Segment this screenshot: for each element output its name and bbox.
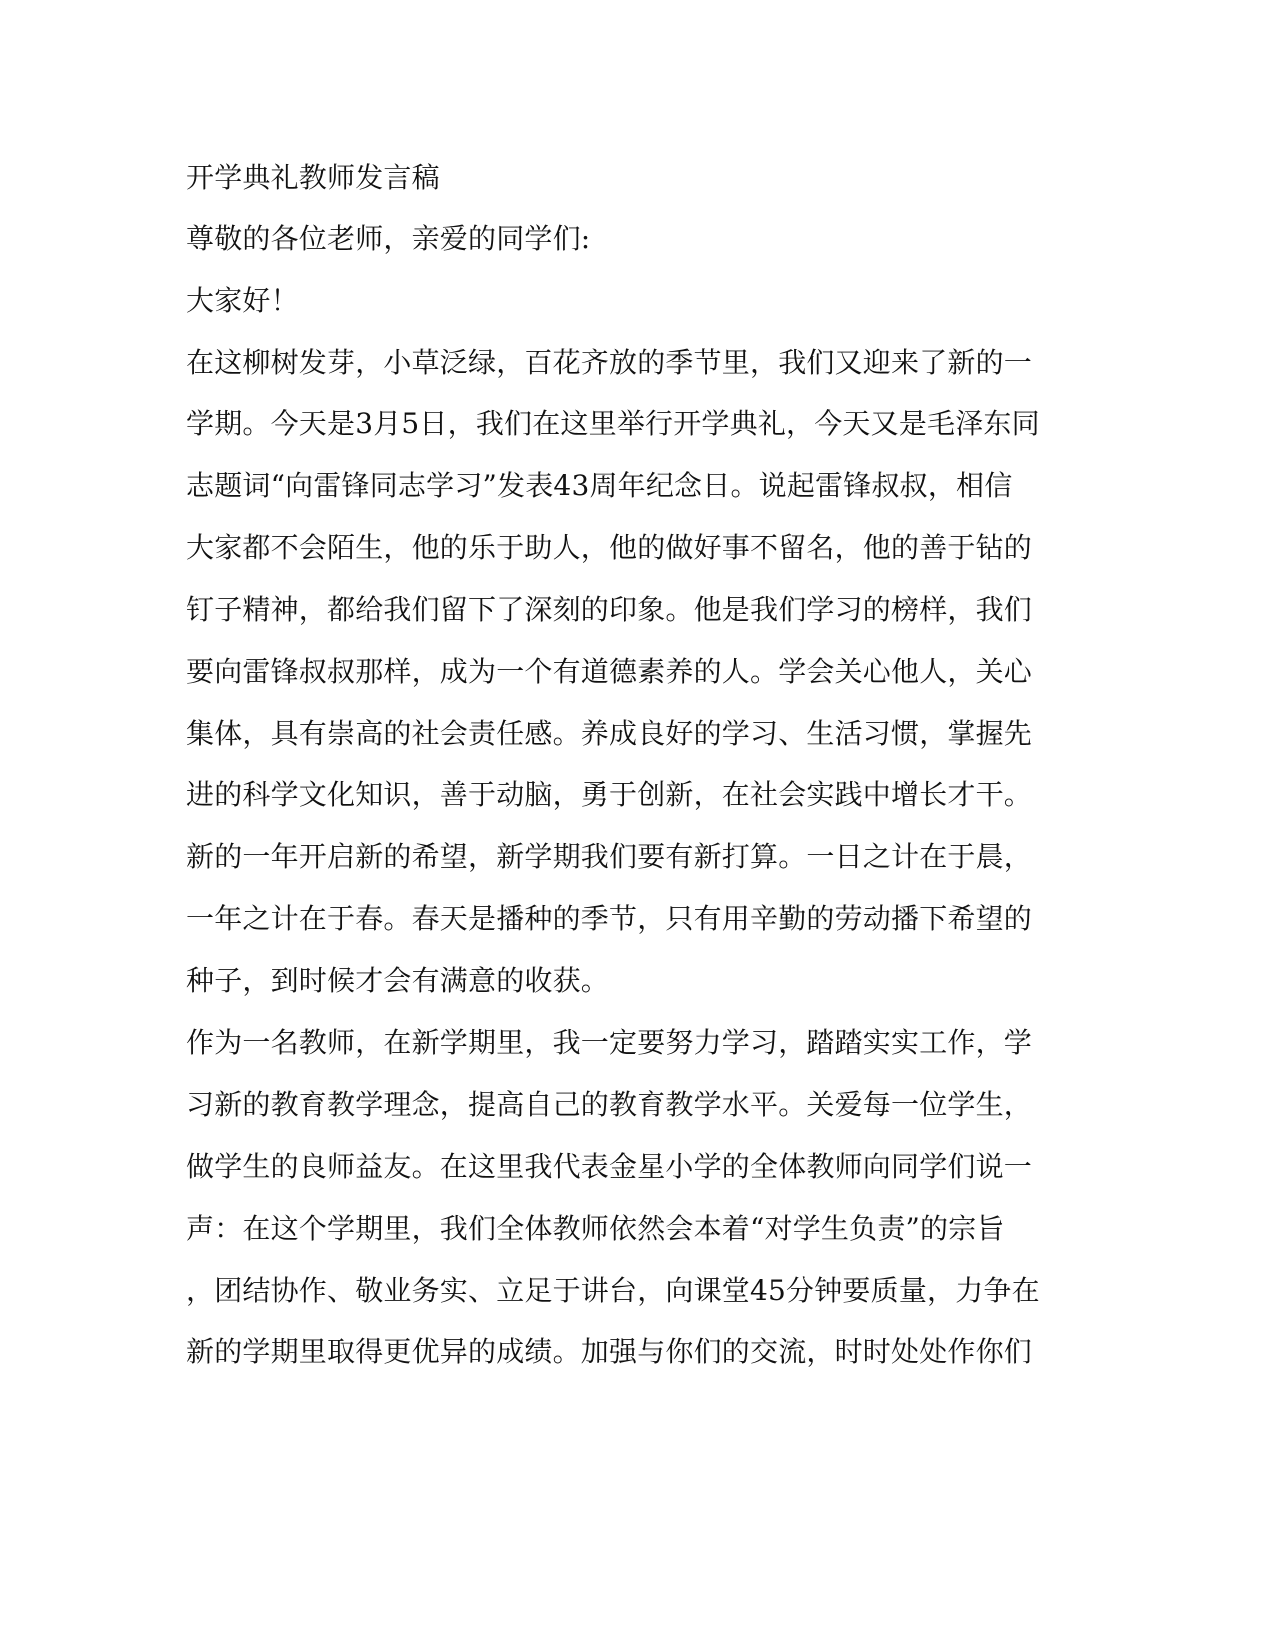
body-line: 在这柳树发芽，小草泛绿，百花齐放的季节里，我们又迎来了新的一 <box>186 346 1033 379</box>
body-line: 钉子精神，都给我们留下了深刻的印象。他是我们学习的榜样，我们 <box>186 593 1033 626</box>
greeting: 大家好！ <box>186 284 299 317</box>
body-line: 新的一年开启新的希望，新学期我们要有新打算。一日之计在于晨， <box>186 840 1033 873</box>
body-line: 做学生的良师益友。在这里我代表金星小学的全体教师向同学们说一 <box>186 1150 1033 1183</box>
body-line: 习新的教育教学理念，提高自己的教育教学水平。关爱每一位学生， <box>186 1088 1033 1121</box>
body-line: 志题词“向雷锋同志学习”发表43周年纪念日。说起雷锋叔叔，相信 <box>186 469 1013 502</box>
salutation: 尊敬的各位老师，亲爱的同学们: <box>186 222 591 255</box>
body-line: 作为一名教师，在新学期里，我一定要努力学习，踏踏实实工作，学 <box>186 1026 1033 1059</box>
body-line: ，团结协作、敬业务实、立足于讲台，向课堂45分钟要质量，力争在 <box>186 1274 1040 1307</box>
body-line: 种子，到时候才会有满意的收获。 <box>186 964 610 997</box>
body-line: 声：在这个学期里，我们全体教师依然会本着“对学生负责”的宗旨 <box>186 1212 1005 1245</box>
body-line: 进的科学文化知识，善于动脑，勇于创新，在社会实践中增长才干。 <box>186 778 1033 811</box>
body-line: 要向雷锋叔叔那样，成为一个有道德素养的人。学会关心他人，关心 <box>186 655 1033 688</box>
document-title: 开学典礼教师发言稿 <box>186 161 440 194</box>
body-line: 一年之计在于春。春天是播种的季节，只有用辛勤的劳动播下希望的 <box>186 902 1033 935</box>
body-line: 学期。今天是3月5日，我们在这里举行开学典礼，今天又是毛泽东同 <box>186 407 1040 440</box>
body-line: 新的学期里取得更优异的成绩。加强与你们的交流，时时处处作你们 <box>186 1335 1033 1368</box>
body-line: 集体，具有崇高的社会责任感。养成良好的学习、生活习惯，掌握先 <box>186 717 1033 750</box>
body-line: 大家都不会陌生，他的乐于助人，他的做好事不留名，他的善于钻的 <box>186 531 1033 564</box>
